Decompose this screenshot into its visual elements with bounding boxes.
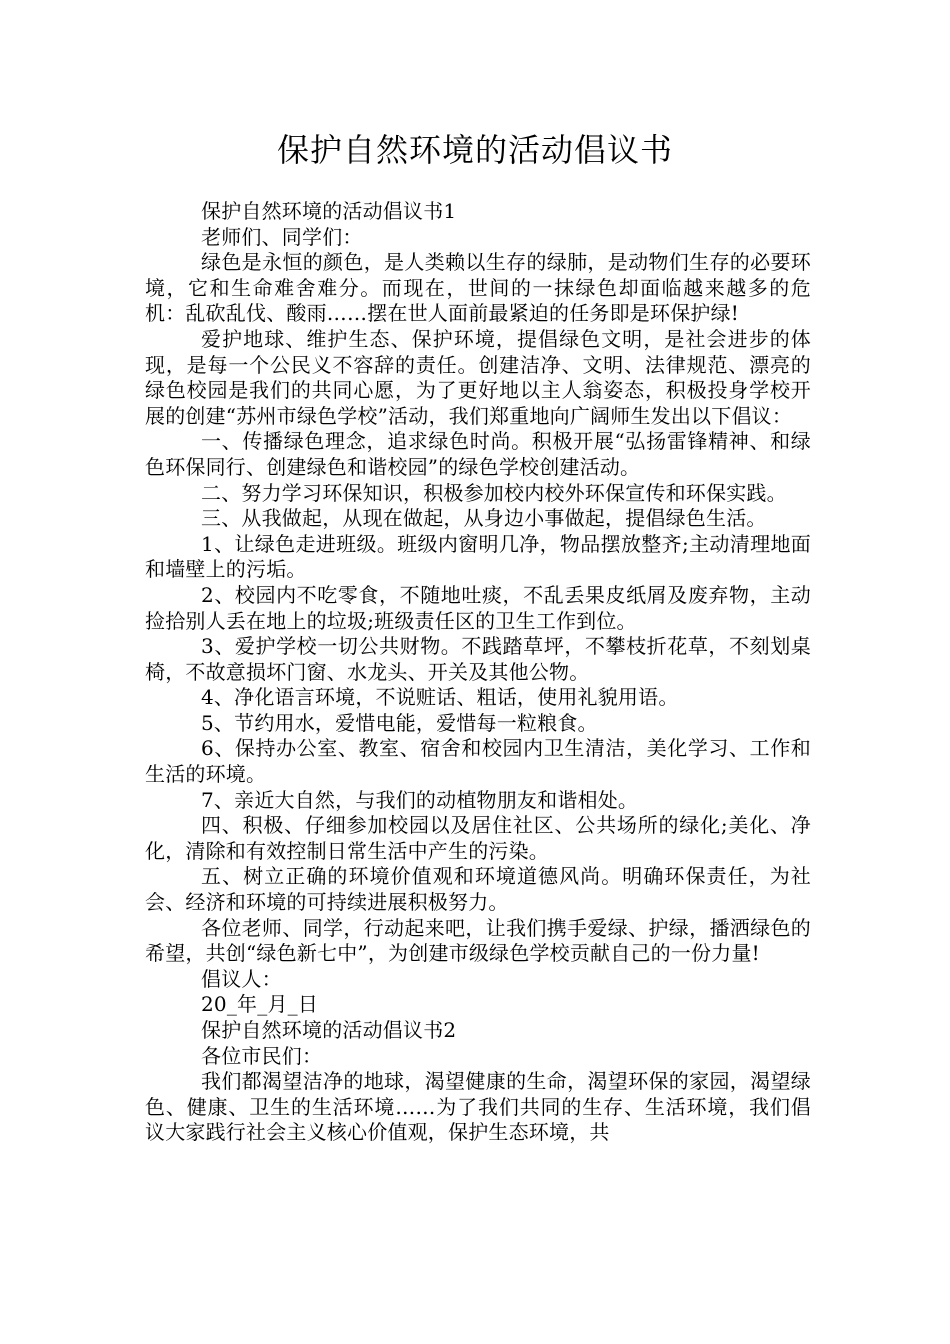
paragraph: 各位老师、同学，行动起来吧，让我们携手爱绿、护绿，播洒绿色的希望，共创“绿色新七中”，为创建市级绿色学校贡献自己的一份力量! bbox=[145, 915, 811, 966]
paragraph: 7、亲近大自然，与我们的动植物朋友和谐相处。 bbox=[201, 787, 639, 812]
paragraph: 我们都渴望洁净的地球，渴望健康的生命，渴望环保的家园，渴望绿色、健康、卫生的生活环境……为了我们共同的生存、生活环境，我们倡议大家践行社会主义核心价值观，保护生态环境，共 bbox=[145, 1069, 811, 1145]
paragraph: 一、传播绿色理念，追求绿色时尚。积极开展“弘扬雷锋精神、和绿色环保同行、创建绿色和谐校园”的绿色学校创建活动。 bbox=[145, 429, 811, 479]
paragraph: 保护自然环境的活动倡议书2 bbox=[201, 1018, 457, 1042]
paragraph: 二、努力学习环保知识，积极参加校内校外环保宣传和环保实践。 bbox=[201, 480, 787, 505]
paragraph: 各位市民们： bbox=[201, 1043, 323, 1068]
paragraph: 1、让绿色走进班级。班级内窗明几净，物品摆放整齐;主动清理地面和墙壁上的污垢。 bbox=[145, 531, 811, 582]
paragraph: 20_年_月_日 bbox=[201, 992, 319, 1017]
paragraph: 五、树立正确的环境价值观和环境道德风尚。明确环保责任，为社会、经济和环境的可持续进展积极努力。 bbox=[145, 864, 811, 915]
paragraph: 老师们、同学们： bbox=[201, 224, 363, 249]
paragraph: 5、节约用水，爱惜电能，爱惜每一粒粮食。 bbox=[201, 710, 598, 735]
paragraph: 6、保持办公室、教室、宿舍和校园内卫生清洁，美化学习、工作和生活的环境。 bbox=[145, 736, 811, 787]
paragraph: 保护自然环境的活动倡议书1 bbox=[201, 199, 457, 223]
document-body bbox=[145, 199, 811, 1146]
paragraph: 爱护地球、维护生态、保护环境，提倡绿色文明，是社会进步的体现，是每一个公民义不容辞的责任。创建洁净、文明、法律规范、漂亮的绿色校园是我们的共同心愿，为了更好地以主人翁姿态，积极投身学校开展的创建“苏州市绿色学校”活动，我们郑重地向广阔师生发出以下倡议： bbox=[145, 326, 811, 428]
paragraph: 四、积极、仔细参加校园以及居住社区、公共场所的绿化;美化、净化，清除和有效控制日常生活中产生的污染。 bbox=[145, 813, 811, 863]
paragraph: 3、爱护学校一切公共财物。不践踏草坪，不攀枝折花草，不刻划桌椅，不故意损坏门窗、水龙头、开关及其他公物。 bbox=[145, 634, 811, 684]
paragraph: 三、从我做起，从现在做起，从身边小事做起，提倡绿色生活。 bbox=[201, 506, 767, 531]
paragraph: 4、净化语言环境，不说赃话、粗话，使用礼貌用语。 bbox=[201, 685, 679, 710]
document-title: 保护自然环境的活动倡议书 bbox=[276, 131, 673, 169]
paragraph: 绿色是永恒的颜色，是人类赖以生存的绿肺，是动物们生存的必要环境，它和生命难舍难分。而现在，世间的一抹绿色却面临越来越多的危机：乱砍乱伐、酸雨……摆在世人面前最紧迫的任务即是环保护绿! bbox=[145, 250, 811, 326]
paragraph: 2、校园内不吃零食，不随地吐痰，不乱丢果皮纸屑及废弃物，主动捡拾别人丢在地上的垃圾;班级责任区的卫生工作到位。 bbox=[145, 582, 811, 633]
paragraph: 倡议人： bbox=[201, 966, 282, 991]
